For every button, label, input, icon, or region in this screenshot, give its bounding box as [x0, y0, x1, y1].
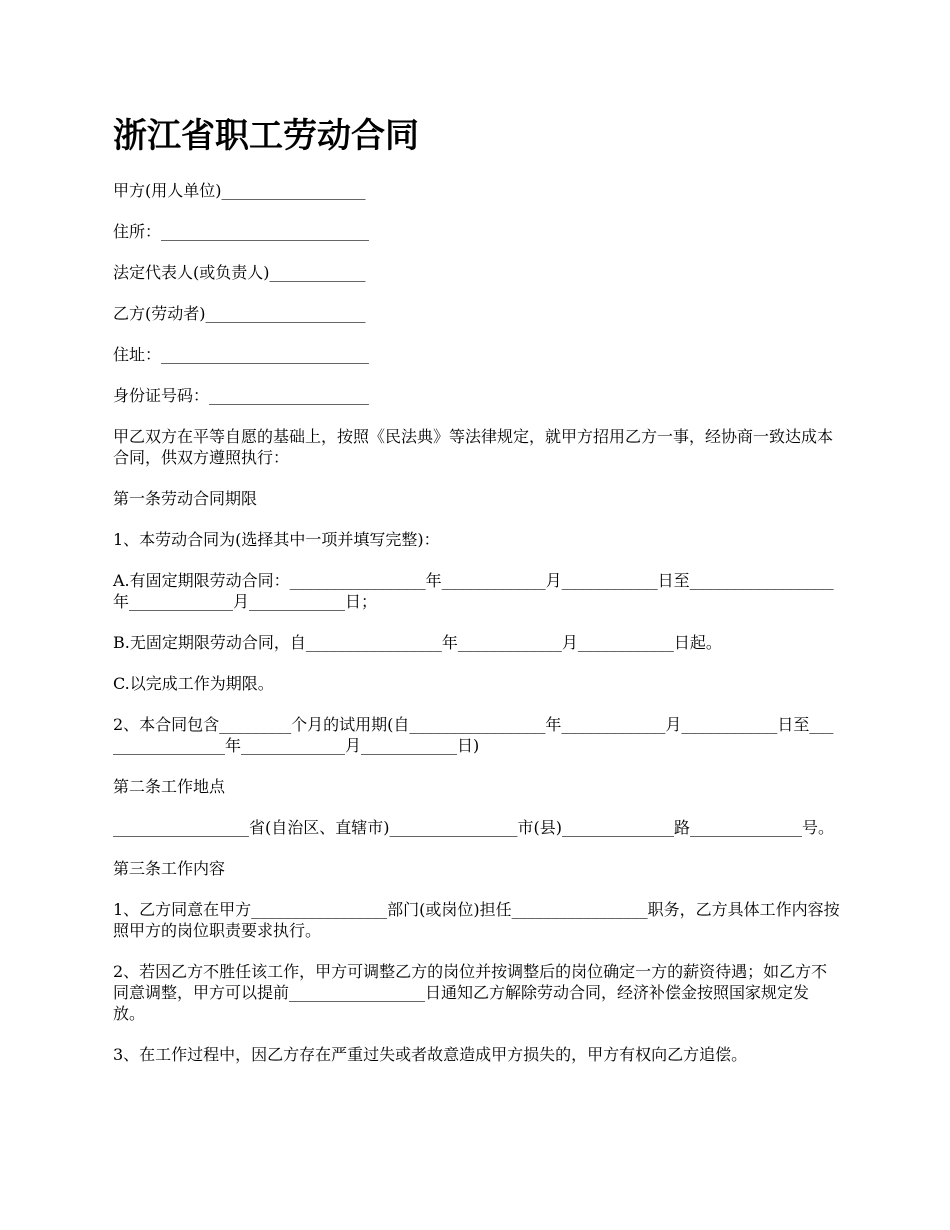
article-1-option-c: C.以完成工作为期限。	[113, 674, 274, 693]
party-a-address-line: 住所：__________________________	[113, 222, 370, 241]
id-number-line: 身份证号码：____________________	[113, 386, 370, 405]
article-3-item-1: 1、乙方同意在甲方_________________部门(或岗位)担任_________________职务，乙方具体工作内容按照甲方的岗位职责要求执行。	[113, 900, 840, 940]
document-title: 浙江省职工劳动合同	[113, 116, 419, 156]
article-1-item-1: 1、本劳动合同为(选择其中一项并填写完整)：	[113, 530, 440, 549]
legal-representative-line: 法定代表人(或负责人)____________	[113, 263, 366, 282]
article-1-option-b: B.无固定期限劳动合同，自_________________年_____________月____________日起。	[113, 633, 722, 652]
preamble-paragraph: 甲乙双方在平等自愿的基础上，按照《民法典》等法律规定，就甲方招用乙方一事，经协商一致达成本合同，供双方遵照执行：	[113, 427, 834, 467]
article-1-heading: 第一条劳动合同期限	[113, 489, 258, 508]
party-a-line: 甲方(用人单位)__________________	[113, 181, 366, 200]
article-1-item-2: 2、本合同包含_________个月的试用期(自_________________年_____________月____________日至_________________年_____________月____________日)	[113, 715, 834, 755]
article-3-item-2: 2、若因乙方不胜任该工作，甲方可调整乙方的岗位并按调整后的岗位确定一方的薪资待遇；如乙方不同意调整，甲方可以提前_________________日通知乙方解除劳动合同，经济补偿金按照国家规定发放。	[113, 962, 828, 1023]
party-b-address-line: 住址：__________________________	[113, 345, 370, 364]
article-2-location: _________________省(自治区、直辖市)________________市(县)______________路______________号。	[113, 818, 834, 837]
document-page	[113, 112, 840, 1065]
article-3-heading: 第三条工作内容	[113, 859, 226, 878]
party-b-line: 乙方(劳动者)____________________	[113, 304, 366, 323]
article-2-heading: 第二条工作地点	[113, 777, 226, 796]
article-3-item-3: 3、在工作过程中，因乙方存在严重过失或者故意造成甲方损失的，甲方有权向乙方追偿。	[113, 1045, 748, 1064]
article-1-option-a: A.有固定期限劳动合同：_________________年_____________月____________日至__________________年_____________月____________日；	[113, 571, 834, 611]
